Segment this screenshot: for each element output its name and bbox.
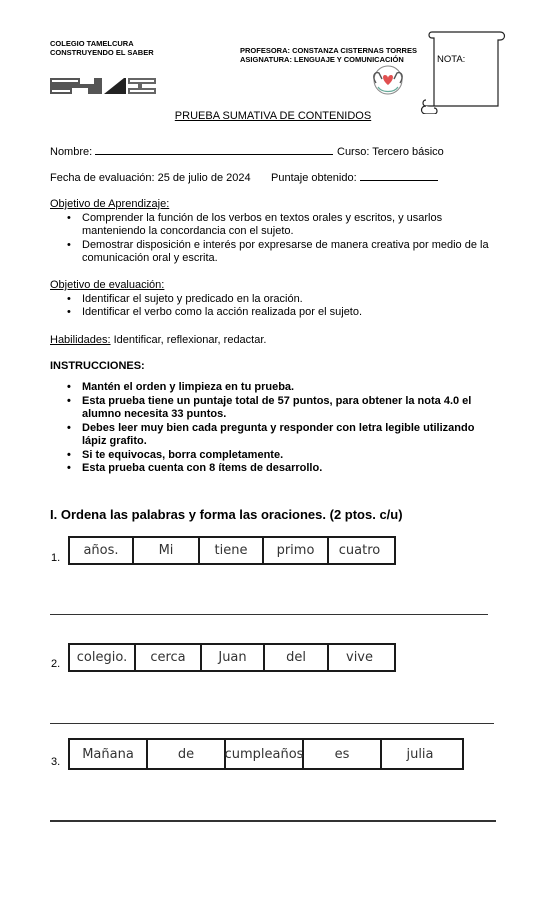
name-field xyxy=(50,146,333,160)
evaluation-objective-heading: Objetivo de evaluación: xyxy=(50,279,165,291)
word-card: Mi xyxy=(134,538,200,563)
learning-objective xyxy=(50,198,490,266)
list-item: • Demostrar disposición e interés por expresarse de manera creativa por medio de la comunicación oral y escrita. xyxy=(50,239,490,266)
school-logo-icon xyxy=(50,76,156,96)
word-card: Mañana xyxy=(70,740,148,768)
list-item: • Identificar el sujeto y predicado en la oración. xyxy=(50,293,490,307)
word-card: primo xyxy=(264,538,329,563)
teacher-line: PROFESORA: CONSTANZA CISTERNAS TORRES xyxy=(240,46,417,55)
title-wrap xyxy=(0,106,546,124)
name-blank[interactable] xyxy=(95,154,333,155)
learning-objective-list xyxy=(50,212,490,266)
skills-text: Identificar, reflexionar, redactar. xyxy=(110,334,267,346)
word-card: del xyxy=(265,645,329,670)
scroll-frame-icon xyxy=(418,26,508,114)
word-row xyxy=(68,738,464,770)
word-card: es xyxy=(304,740,382,768)
teacher-info xyxy=(240,46,417,64)
exercise-number: 3. xyxy=(51,756,61,768)
word-card: cumpleaños xyxy=(226,740,304,768)
word-card: julia xyxy=(406,746,434,762)
page-title: PRUEBA SUMATIVA DE CONTENIDOS xyxy=(174,110,372,122)
answer-line[interactable] xyxy=(50,820,496,822)
answer-line[interactable] xyxy=(50,723,494,724)
score-blank[interactable] xyxy=(360,180,438,181)
learning-objective-heading: Objetivo de Aprendizaje: xyxy=(50,198,170,210)
word-card: años. xyxy=(70,538,134,563)
score-label: Puntaje obtenido: xyxy=(271,172,357,184)
list-item: • Esta prueba tiene un puntaje total de 57 puntos, para obtener la nota 4.0 el alumno necesita 33 puntos. xyxy=(50,395,495,422)
course-label: Curso: Tercero básico xyxy=(337,146,444,158)
exercise-number: 2. xyxy=(51,658,61,670)
instructions-list xyxy=(50,381,495,476)
word-card: cuatro xyxy=(338,543,381,558)
word-card: Juan xyxy=(202,645,265,670)
school-name-line: COLEGIO TAMELCURA xyxy=(50,39,134,48)
name-label: Nombre: xyxy=(50,146,93,158)
word-row xyxy=(68,643,396,672)
word-row xyxy=(68,536,396,565)
score-field xyxy=(271,172,438,186)
subject-line: ASIGNATURA: LENGUAJE Y COMUNICACIÓN xyxy=(240,55,404,64)
list-item: • Comprender la función de los verbos en textos orales y escritos, y usarlos manteniendo la concordancia con el sujeto. xyxy=(50,212,490,239)
grade-label: NOTA: xyxy=(437,54,466,65)
list-item: • Debes leer muy bien cada pregunta y responder con letra legible utilizando lápiz grafito. xyxy=(50,422,495,449)
date-label: Fecha de evaluación: 25 de julio de 2024 xyxy=(50,172,251,184)
exercise-number: 1. xyxy=(51,552,61,564)
evaluation-objective xyxy=(50,279,490,320)
answer-line[interactable] xyxy=(50,614,488,615)
word-card: vive xyxy=(346,650,373,665)
hands-heart-icon xyxy=(366,63,410,97)
section-heading: I. Ordena las palabras y forma las oraciones. (2 ptos. c/u) xyxy=(50,507,403,522)
list-item: • Si te equivocas, borra completamente. xyxy=(50,449,495,463)
school-name xyxy=(50,39,154,57)
school-motto-line: CONSTRUYENDO EL SABER xyxy=(50,48,154,57)
instructions xyxy=(50,381,495,476)
word-card: cerca xyxy=(136,645,202,670)
list-item: • Esta prueba cuenta con 8 ítems de desarrollo. xyxy=(50,462,495,476)
skills-line xyxy=(50,334,266,348)
instructions-heading: INSTRUCCIONES: xyxy=(50,360,145,372)
skills-label: Habilidades: xyxy=(50,334,111,346)
word-card: tiene xyxy=(200,538,264,563)
word-card: colegio. xyxy=(70,645,136,670)
list-item: • Mantén el orden y limpieza en tu prueba. xyxy=(50,381,495,395)
evaluation-objective-list xyxy=(50,293,490,320)
list-item: • Identificar el verbo como la acción realizada por el sujeto. xyxy=(50,306,490,320)
word-card: de xyxy=(148,740,226,768)
